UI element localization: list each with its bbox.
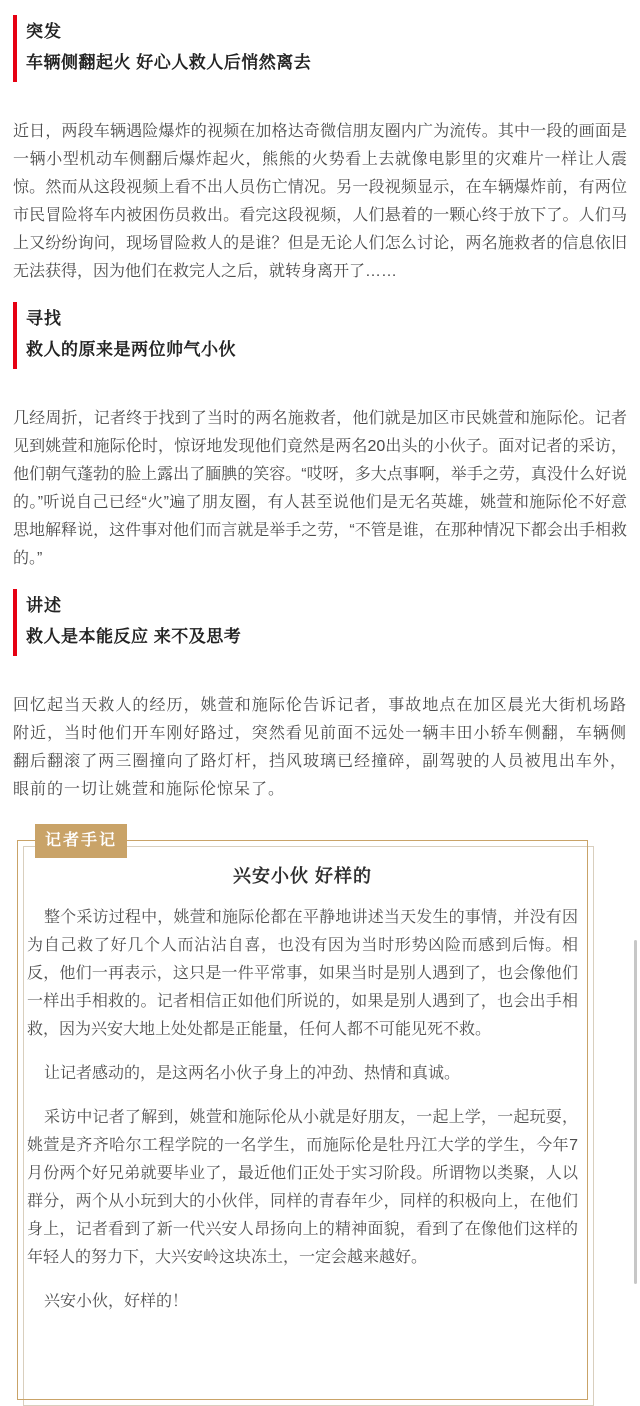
section-headline: 救人的原来是两位帅气小伙: [26, 340, 236, 359]
notes-paragraph: 整个采访过程中，姚萱和施际伦都在平静地讲述当天发生的事情，并没有因为自己救了好几个人而沾沾自喜，也没有因为当时形势凶险而感到后悔。相反，他们一再表示，这只是一件平常事，如果当时是别人遇到了，也会像他们一样出手相救的。记者相信正如他们所说的，如果是别人遇到了，也会出手相救，因为兴安大地上处处都是正能量，任何人都不可能见死不救。: [27, 909, 578, 1038]
section-headline: 救人是本能反应 来不及思考: [26, 627, 242, 646]
paragraph-telling: 回忆起当天救人的经历，姚萱和施际伦告诉记者，事故地点在加区晨光大街机场路附近，当时他们开车刚好路过，突然看见前面不远处一辆丰田小轿车侧翻，车辆侧翻后翻滚了两三圈撞向了路灯杆，挡风玻璃已经撞碎，副驾驶的人员被甩出车外，眼前的一切让姚萱和施际伦惊呆了。: [13, 697, 627, 798]
section-headline: 车辆侧翻起火 好心人救人后悄然离去: [26, 53, 312, 72]
notes-label-badge: 记者手记: [35, 824, 127, 858]
section-header-telling: [13, 589, 627, 656]
reporter-notes-box: [17, 832, 588, 1400]
scrollbar-thumb[interactable]: [634, 940, 637, 1284]
notes-content: [18, 841, 587, 1316]
paragraph-breaking: 近日，两段车辆遇险爆炸的视频在加格达奇微信朋友圈内广为流传。其中一段的画面是一辆小型机动车侧翻后爆炸起火，熊熊的火势看上去就像电影里的灾难片一样让人震惊。然而从这段视频上看不出人员伤亡情况。另一段视频显示，在车辆爆炸前，有两位市民冒险将车内被困伤员救出。看完这段视频，人们悬着的一颗心终于放下了。人们马上又纷纷询问，现场冒险救人的是谁？但是无论人们怎么讨论，两名施救者的信息依旧无法获得，因为他们在救完人之后，就转身离开了……: [13, 123, 627, 280]
section-kicker: 寻找: [26, 309, 62, 328]
notes-paragraph: 让记者感动的，是这两名小伙子身上的冲劲、热情和真诚。: [44, 1065, 461, 1082]
notes-frame: [17, 832, 588, 1400]
section-kicker: 突发: [26, 22, 62, 41]
notes-paragraph: 采访中记者了解到，姚萱和施际伦从小就是好朋友，一起上学，一起玩耍，姚萱是齐齐哈尔工程学院的一名学生，而施际伦是牡丹江大学的学生，今年7月份两个好兄弟就要毕业了，最近他们正处于实习阶段。所谓物以类聚，人以群分，两个从小玩到大的小伙伴，同样的青春年少，同样的积极向上，在他们身上，记者看到了新一代兴安人昂扬向上的精神面貌，看到了在像他们这样的年轻人的努力下，大兴安岭这块冻土，一定会越来越好。: [27, 1109, 578, 1266]
notes-title: 兴安小伙 好样的: [232, 866, 372, 886]
section-header-searching: [13, 302, 627, 369]
section-kicker: 讲述: [26, 596, 62, 615]
notes-paragraph: 兴安小伙，好样的！: [44, 1293, 189, 1310]
section-header-breaking: [13, 15, 627, 82]
paragraph-searching: 几经周折，记者终于找到了当时的两名施救者，他们就是加区市民姚萱和施际伦。记者见到姚萱和施际伦时，惊讶地发现他们竟然是两名20出头的小伙子。面对记者的采访，他们朝气蓬勃的脸上露出了腼腆的笑容。“哎呀，多大点事啊，举手之劳，真没什么好说的。”听说自己已经“火”遍了朋友圈，有人甚至说他们是无名英雄，姚萱和施际伦不好意思地解释说，这件事对他们而言就是举手之劳，“不管是谁，在那种情况下都会出手相救的。”: [13, 410, 627, 567]
